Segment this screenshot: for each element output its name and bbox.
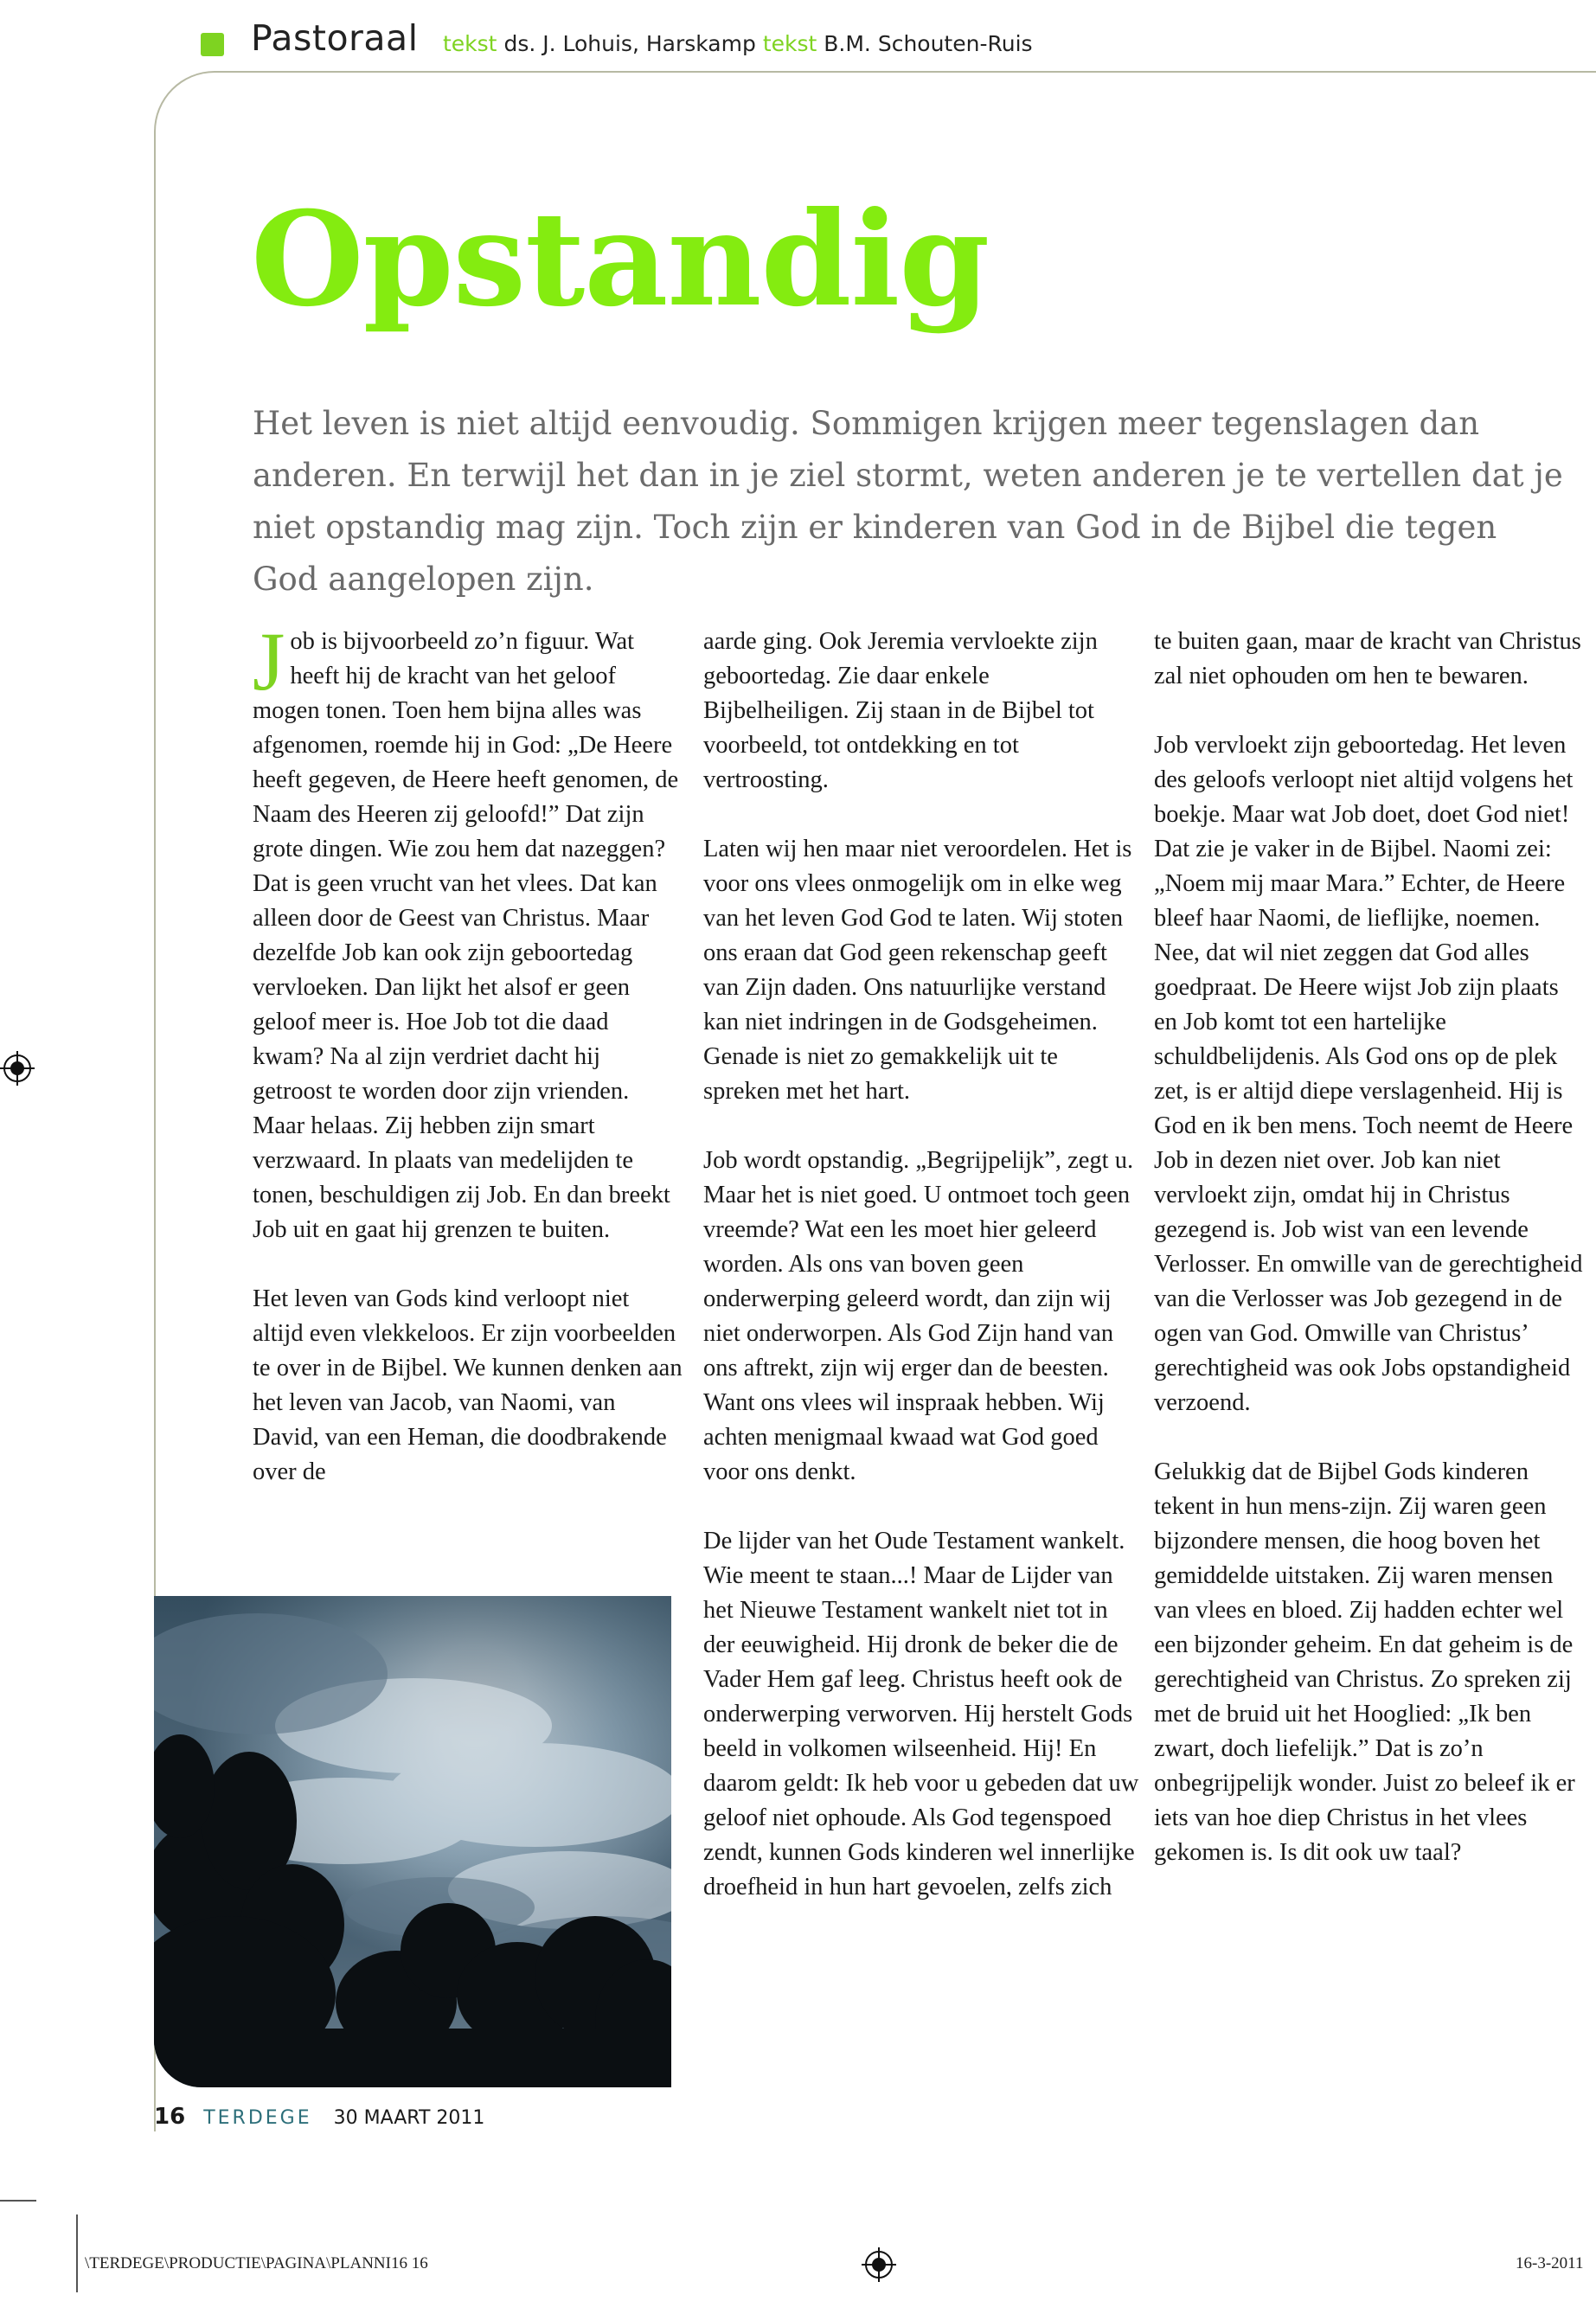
text-column-3 [1154, 625, 1586, 1905]
paragraph: aarde ging. Ook Jeremia vervloekte zijn geboortedag. Zie daar enkele Bijbelheiligen. Zij staan in de Bijbel tot voorbeeld, tot ontdekking en tot vertroosting. [703, 628, 1098, 793]
drop-cap: J [253, 615, 285, 708]
paragraph: Job is bijvoorbeeld zo’n figuur. Wat heeft hij de kracht van het geloof mogen tonen. Toen hem bijna alles was afgenomen, roemde hij in God: „De Heere heeft gegeven, de Heere heeft genomen, de Naam des Heeren zij geloofd!” Dat zijn grote dingen. Wie zou hem dat nazeggen? Dat is geen vrucht van het vlees. Dat kan alleen door de Geest van Christus. Maar dezelfde Job kan ook zijn geboortedag vervloeken. Dan lijkt het alsof er geen geloof meer is. Hoe Job tot die daad kwam? Na al zijn verdriet dacht hij getroost te worden door zijn vrienden. Maar helaas. Zij hebben zijn smart verzwaard. In plaats van medelijden te tonen, beschuldigen zij Job. En dan breekt Job uit en gaat hij grenzen te buiten. [253, 615, 679, 1243]
registration-mark-icon [0, 1051, 35, 1086]
page-number: 16 [154, 2104, 186, 2130]
magazine-name: TERDEGE [203, 2107, 312, 2129]
text-column-2 [703, 625, 1140, 1939]
crop-mark [0, 2200, 36, 2202]
section-marker [201, 33, 224, 56]
paragraph: Job vervloekt zijn geboortedag. Het leven des geloofs verloopt niet altijd volgens het boekje. Maar wat Job doet, doet God niet! Dat zie je vaker in de Bijbel. Naomi zei: „Noem mij maar Mara.” Echter, de Heere bleef haar Naomi, de lieflijke, noemen. Nee, dat wil niet zeggen dat God alles goedpraat. De Heere wijst Job zijn plaats en Job komt tot een hartelijke schuldbelijdenis. Als God ons op de plek zet, is er altijd diepe verslagenheid. Hij is God en ik ben mens. Toch neemt de Heere Job in dezen niet over. Job kan niet vervloekt zijn, omdat hij in Christus gezegend is. Job wist van een levende Verlosser. En omwille van de gerechtigheid van die Verlosser was Job gezegend in de ogen van God. Omwille van Christus’ gerechtigheid was ook Jobs opstandigheid verzoend. [1154, 732, 1583, 1416]
paragraph: Job wordt opstandig. „Begrijpelijk”, zegt u. Maar het is niet goed. U ontmoet toch geen vreemde? Wat een les moet hier geleerd worden. Als ons van boven geen onderwerping geleerd wordt, dan zijn wij niet onderworpen. Als God Zijn hand van ons aftrekt, zijn wij erger dan de beesten. Want ons vlees wil inspraak hebben. Wij achten menigmaal kwaad wat God goed voor ons denkt. [703, 1147, 1134, 1485]
page-footer [154, 2104, 484, 2130]
byline [443, 31, 1033, 56]
sky-photo [154, 1596, 671, 2087]
article-intro: Het leven is niet altijd eenvoudig. Sommigen krijgen meer tegenslagen dan anderen. En terwijl het dan in je ziel stormt, weten anderen je te vertellen dat je niet opstandig mag zijn. Toch zijn er kinderen van God in de Bijbel die tegen God aangelopen zijn. [253, 405, 1563, 598]
paragraph: Laten wij hen maar niet veroordelen. Het is voor ons vlees onmogelijk om in elke weg van het leven God God te laten. Wij stoten ons eraan dat God geen rekenschap geeft van Zijn daden. Ons natuurlijke verstand kan niet indringen in de Godsgeheimen. Genade is niet zo gemakkelijk uit te spreken met het hart. [703, 836, 1132, 1105]
issue-date: 30 MAART 2011 [333, 2107, 485, 2129]
paragraph: te buiten gaan, maar de kracht van Christus zal niet ophouden om hen te bewaren. [1154, 628, 1581, 689]
paragraph: Gelukkig dat de Bijbel Gods kinderen tekent in hun mens-zijn. Zij waren geen bijzondere mensen, die hoog boven het gemiddelde uitstaken. Zij waren mensen van vlees en bloed. Zij hadden echter wel een bijzonder geheim. En dat geheim is de gerechtigheid van Christus. Zo spreken zij met de bruid uit het Hooglied: „Ik ben zwart, doch liefelijk.” Dat is zo’n onbegrijpelijk wonder. Juist zo beleef ik er iets van hoe diep Christus in het vlees gekomen is. Is dit ook uw taal? [1154, 1458, 1575, 1866]
section-label: Pastoraal [251, 17, 419, 59]
paragraph: De lijder van het Oude Testament wankelt. Wie meent te staan...! Maar de Lijder van het Nieuwe Testament wankelt niet tot in der eeuwigheid. Hij dronk de beker die de Vader Hem gaf leeg. Christus heeft ook de onderwerping verworven. Hij herstelt Gods beeld in volkomen wilseenheid. Hij! En daarom geldt: Ik heb voor u gebeden dat uw geloof niet ophoude. Als God tegenspoed zendt, kunnen Gods kinderen wel innerlijke droefheid in hun hart gevoelen, zelfs zich [703, 1528, 1139, 1900]
slug-path: \TERDEGE\PRODUCTIE\PAGINA\PLANNI16 16 [85, 2254, 428, 2272]
registration-mark-icon [862, 2247, 896, 2282]
paragraph: Het leven van Gods kind verloopt niet altijd even vlekkeloos. Er zijn voorbeelden te over in de Bijbel. We kunnen denken aan het leven van Jacob, van Naomi, van David, van een Heman, die doodbrakende over de [253, 1285, 683, 1485]
byline-author: B.M. Schouten-Ruis [824, 31, 1033, 56]
article-title: Opstandig [251, 183, 990, 336]
crop-mark [76, 2214, 78, 2292]
text-column-1 [253, 615, 685, 1524]
byline-label: tekst [443, 31, 497, 56]
byline-author: ds. J. Lohuis, Harskamp [503, 31, 756, 56]
slug-date: 16-3-2011 [1516, 2254, 1584, 2272]
byline-label: tekst [762, 31, 817, 56]
